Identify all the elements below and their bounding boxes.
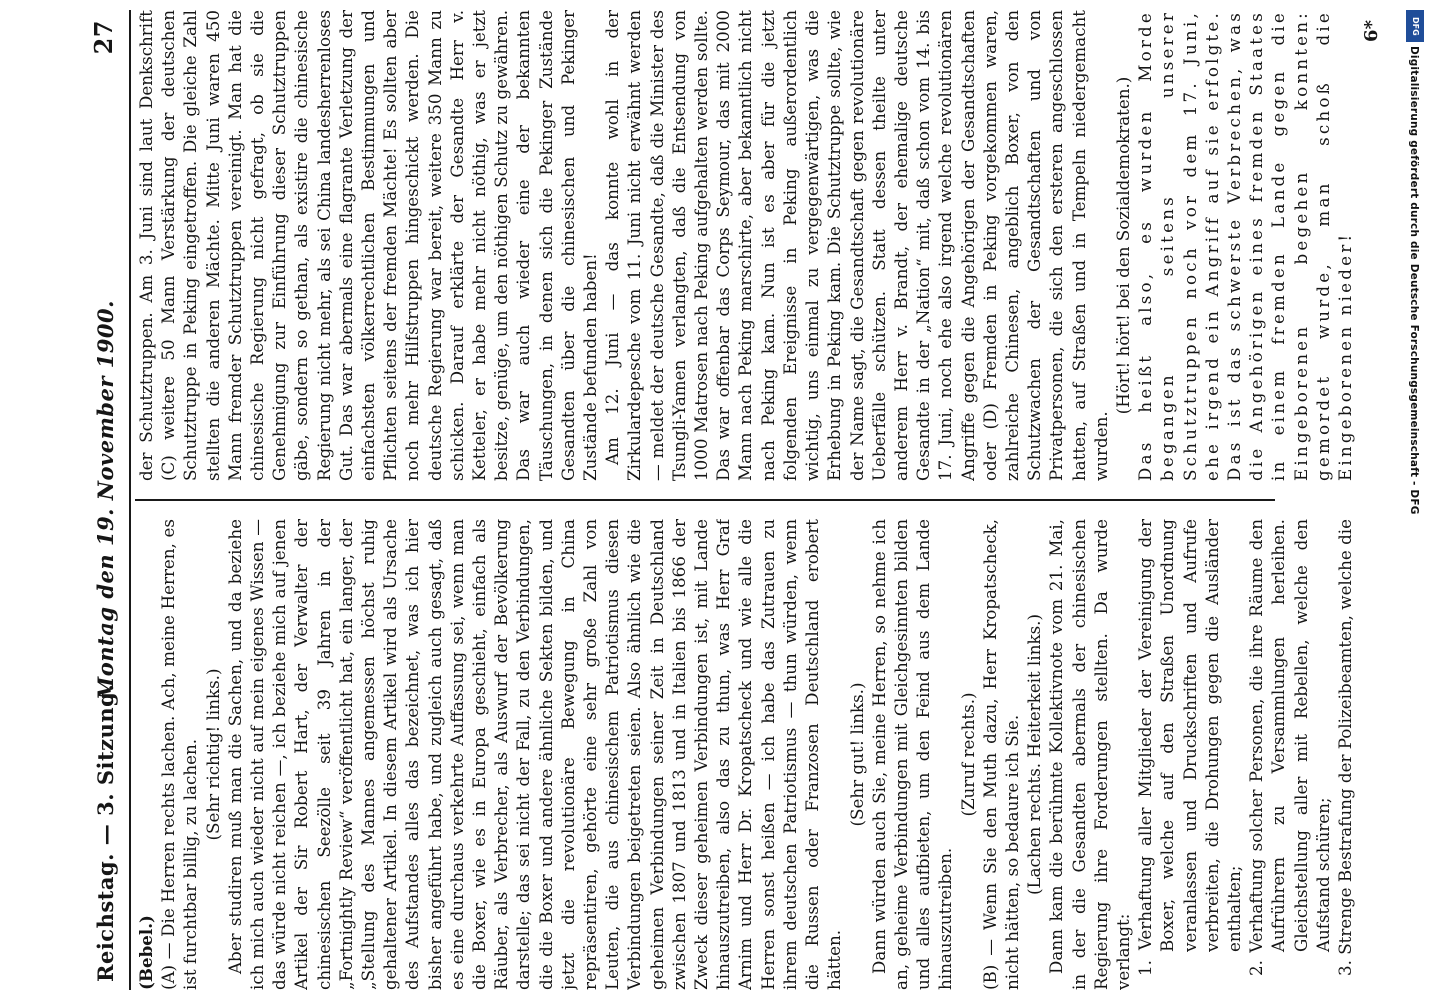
page-number: 27 [89,20,118,55]
running-header [89,10,125,990]
left-column-paragraph: (A) — Die Herren rechts lachen. Ach, meine Herren, es ist furchtbar billig, zu lachen. [158,519,201,990]
header-rule [129,10,131,990]
newspaper-page [67,10,1382,990]
left-column-paragraph: (Lachen rechts. Heiterkeit links.) [1024,614,1045,895]
left-column-paragraph: Dann kam die berühmte Kollektivnote vom 21. Mai, in der die Gesandten abermals der chinesischen Regierung ihre Forderungen stellten. Da wurde verlangt: [1046,519,1133,990]
right-column-paragraph: (Hört! hört! bei den Sozialdemokraten.) [1112,76,1133,415]
signature-mark: 6* [1361,20,1382,42]
left-column-paragraph: (B) — Wenn Sie den Muth dazu, Herr Kropatscheck, nicht hätten, so bedaure ich Sie. [979,519,1022,990]
right-column-paragraph [1356,10,1357,481]
left-column [135,519,1357,990]
left-column-paragraph: 3. Strenge Bestrafung der Polizeibeamten, welche die [1334,519,1355,976]
left-column-paragraph: Dann würden auch Sie, meine Herren, so nehme ich an, geheime Verbindungen mit Gleichgesinnten bilden und alles aufbieten, um den Feind aus dem Lande hinauszutreiben. [868,519,956,990]
left-column-paragraph: Aber studiren muß man die Sachen, und da beziehe ich mich auch wieder nicht auf mein eigenes Wissen — das würde nicht reichen —, ich beziehe mich auf jenen Artikel der Sir Robert Hart, der Verwalter der chinesischen Seezölle seit 39 Jahren in der „Fortnightly Review“ veröffentlicht hat, ein langer, der „Stellung des Mannes angemessen höchst ruhig gehaltener Artikel. In diesem Artikel wird als Ursache des Aufstandes alles das bezeichnet, was ich hier bisher angeführt habe, und zugleich auch gesagt, daß es eine durchaus verkehrte Auffassung sei, wenn man die Boxer, wie es in Europa geschieht, einfach als Räuber, als Verbrecher, als Auswurf der Bevölkerung darstelle; das sei nicht der Fall, zu den Verbindungen, die die Boxer und andere ähnliche Sekten bilden, und jetzt die revolutionäre Bewegung in China repräsentiren, gehörte eine sehr große Zahl von Leuten, die aus chinesischem Patriotismus diesen Verbindungen beigetreten seien. Also ähnlich wie die geheimen Verbindungen seiner Zeit in Deutschland zwischen 1807 und 1813 und in Italien bis 1866 der Zweck dieser geheimen Verbindungen ist, mit Lande hinauszutreiben, also das zu thun, was Herr Graf Arnim und Herr Dr. Kropatscheck und wie alle die Herren sonst heißen — ich habe das Zutrauen zu ihrem deutschen Patriotismus — thun würden, wenn die Russen oder Franzosen Deutschland erobert hätten. [224,519,845,990]
left-column-paragraph: 2. Verhaftung solcher Personen, die ihre Räume den Aufrührern zu Versammlungen herleihen. Gleichstellung aller mit Rebellen, welche den Aufstand schüren; [1246,519,1333,976]
dfg-stamp-text: Digitalisierung gefördert durch die Deutsche Forschungsgemeinschaft - DFG [1408,46,1420,515]
left-column-paragraph: (Bebel.) [136,915,156,990]
header-left: Reichstag. — 3. Sitzung. [93,683,118,982]
right-column [135,10,1357,481]
left-column-paragraph: (Sehr richtig! links.) [202,668,223,841]
dfg-logo-icon: DFG [1406,10,1424,42]
right-column-paragraph: Am 12. Juni — das konnte wohl in der Zirkulardepesche vom 11. Juni nicht erwähnt werden — meldet der deutsche Gesandte, daß die Minister des Tsungli-Yamen verlangten, daß die Entsendung von 1000 Matrosen nach Peking aufgehalten werden sollte. Das war offenbar das Corps Seymour, das mit 2000 Mann nach Peking marschirte, aber bekanntlich nicht nach Peking kam. Nun ist es aber für die jetzt folgenden Ereignisse in Peking außerordentlich wichtig, uns einmal zu vergegenwärtigen, was die Erhebung in Peking kam. Die Schutztruppe sollte, wie der Name sagt, die Gesandtschaft gegen revolutionäre Ueberfälle schützen. Statt dessen theilte unter anderem Herr v. Brandt, der ehemalige deutsche Gesandte in der „Nation“ mit, daß schon vom 14. bis 17. Juni, noch ehe also irgend welche revolutionären Angriffe gegen die Angehörigen der Gesandtschaften oder (D) Fremden in Peking vorgekommen waren, zahlreiche Chinesen, angeblich Boxer, von den Schutzwachen der Gesandtschaften und von Privatpersonen, die sich den ersteren angeschlossen hatten, auf Straßen und in Tempeln niedergemacht wurden. [602,10,1111,481]
header-date: Montag den 19. November 1900. [93,300,118,700]
column-rule [135,499,1275,501]
right-column-paragraph: Das heißt also, es wurden Morde begangen seitens unserer Schutztruppen noch vor dem 17. Juni, ehe irgend ein Angriff auf sie erfolgte. Das ist das schwerste Verbrechen, was die Angehörigen eines fremden Staates in einem fremden Lande gegen die Eingeborenen begehen konnten: gemordet wurde, man schoß die Eingeborenen nieder! [1135,10,1355,481]
left-column-paragraph: 1. Verhaftung aller Mitglieder der Vereinigung der Boxer, welche auf den Straßen Unordnung veranlassen und Druckschriften und Aufrufe verbreiten, die Drohungen gegen die Ausländer enthalten; [1135,519,1244,976]
left-column-paragraph: (Sehr gut! links.) [846,682,867,827]
right-column-paragraph: der Schutztruppen. Am 3. Juni sind laut Denkschrift (C) weitere 50 Mann Verstärkung der deutschen Schutztruppe in Peking eingetroffen. Die gleiche Zahl stellten die anderen Mächte. Mitte Juni waren 450 Mann fremder Schutztruppen vereinigt. Man hat die chinesische Regierung nicht gefragt, ob sie die Genehmigung zur Einführung dieser Schutztruppen gäbe, sondern so gethan, als existire die chinesische Regierung nicht mehr, als sei China landesherrenloses Gut. Das war abermals eine flagrante Verletzung der einfachsten völkerrechtlichen Bestimmungen und Pflichten seitens der fremden Mächte! Es sollten aber noch mehr Hilfstruppen hingeschickt werden. Die deutsche Regierung war bereit, weitere 350 Mann zu schicken. Darauf erklärte der Gesandte Herr v. Ketteler, er habe mehr nicht nöthig, was er jetzt besitze, genüge, um den nöthigen Schutz zu gewähren. Das war auch wieder eine der bekannten Täuschungen, in denen sich die Pekinger Zustände Gesandten über die chinesischen und Pekinger Zustände befunden haben! [136,10,601,481]
dfg-side-stamp [1400,6,1428,706]
left-column-paragraph: (Zuruf rechts.) [957,692,978,817]
